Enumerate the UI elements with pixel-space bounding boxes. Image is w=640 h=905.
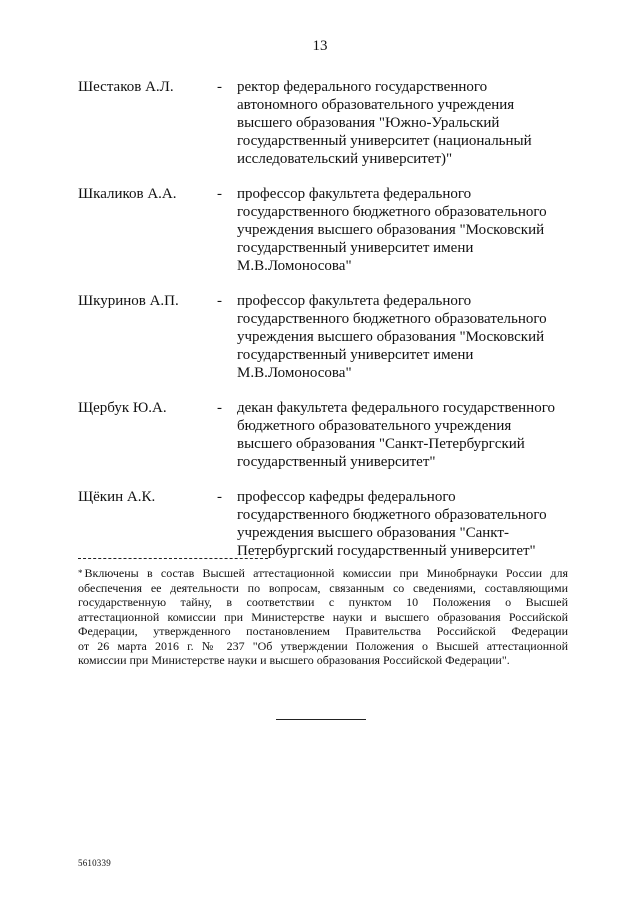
member-name: Шкаликов А.А.	[78, 186, 177, 202]
position-line: профессор факультета федерального	[237, 186, 472, 202]
position-line: Петербургский государственный университет"	[237, 543, 536, 559]
member-name: Щербук Ю.А.	[78, 400, 167, 416]
member-dash: -	[217, 489, 222, 505]
footnote-line: от 26 марта 2016 г. № 237 "Об утверждении Положения о Высшей аттестационной	[78, 638, 568, 653]
member-position	[237, 399, 567, 471]
member-entry	[0, 78, 640, 168]
position-line: высшего образования "Южно-Уральский	[237, 115, 500, 131]
end-of-document-rule	[276, 719, 366, 720]
member-name: Шестаков А.Л.	[78, 79, 174, 95]
member-dash: -	[217, 293, 222, 309]
position-line: государственного бюджетного образовательного	[237, 204, 547, 220]
position-line: государственный университет (национальный	[237, 133, 532, 149]
footnote-line	[78, 566, 568, 581]
position-line: профессор кафедры федерального	[237, 489, 456, 505]
position-line: автономного образовательного учреждения	[237, 97, 515, 113]
member-entry	[0, 399, 640, 471]
position-line: государственный университет"	[237, 454, 436, 470]
position-line: учреждения высшего образования "Московский	[237, 222, 545, 238]
member-list	[0, 78, 640, 577]
member-dash: -	[217, 186, 222, 202]
position-line: государственного бюджетного образовательного	[237, 311, 547, 327]
member-entry	[0, 185, 640, 275]
page-number: 13	[312, 38, 328, 54]
member-name: Щёкин А.К.	[78, 489, 156, 505]
position-line: декан факультета федерального государственного	[237, 400, 555, 416]
position-line: исследовательский университет)"	[237, 151, 453, 167]
position-line: ректор федерального государственного	[237, 79, 488, 95]
footnote-line: Федерации, утвержденного постановлением Правительства Российской Федерации	[78, 624, 568, 638]
position-line: высшего образования "Санкт-Петербургский	[237, 436, 525, 452]
member-entry	[0, 292, 640, 382]
footnote-line: обеспечения ее деятельности по вопросам, связанным со сведениями, составляющими	[78, 580, 568, 595]
footnote-text: Включены в состав Высшей аттестационной комиссии при Минобрнауки России для	[84, 566, 568, 580]
member-position	[237, 185, 567, 275]
position-line: М.В.Ломоносова"	[237, 258, 352, 274]
member-position	[237, 292, 567, 382]
document-code: 5610339	[78, 858, 111, 868]
footnote-separator	[78, 558, 268, 559]
member-dash: -	[217, 79, 222, 95]
position-line: учреждения высшего образования "Санкт-	[237, 525, 509, 541]
footnote	[78, 566, 568, 668]
footnote-line: государственную тайну, в соответствии с пунктом 10 Положения о Высшей	[78, 595, 568, 609]
member-name: Шкуринов А.П.	[78, 293, 179, 309]
position-line: бюджетного образовательного учреждения	[237, 418, 512, 434]
footnote-line: аттестационной комиссии при Министерстве науки и высшего образования Российской	[78, 609, 568, 624]
footnote-marker: *	[78, 568, 83, 578]
position-line: профессор факультета федерального	[237, 293, 472, 309]
position-line: М.В.Ломоносова"	[237, 365, 352, 381]
member-entry	[0, 488, 640, 560]
member-position	[237, 488, 567, 560]
position-line: государственный университет имени	[237, 240, 474, 256]
footnote-line: комиссии при Министерстве науки и высшего образования Российской Федерации".	[78, 653, 510, 667]
member-position	[237, 78, 567, 168]
position-line: государственного бюджетного образовательного	[237, 507, 547, 523]
position-line: учреждения высшего образования "Московский	[237, 329, 545, 345]
member-dash: -	[217, 400, 222, 416]
position-line: государственный университет имени	[237, 347, 474, 363]
